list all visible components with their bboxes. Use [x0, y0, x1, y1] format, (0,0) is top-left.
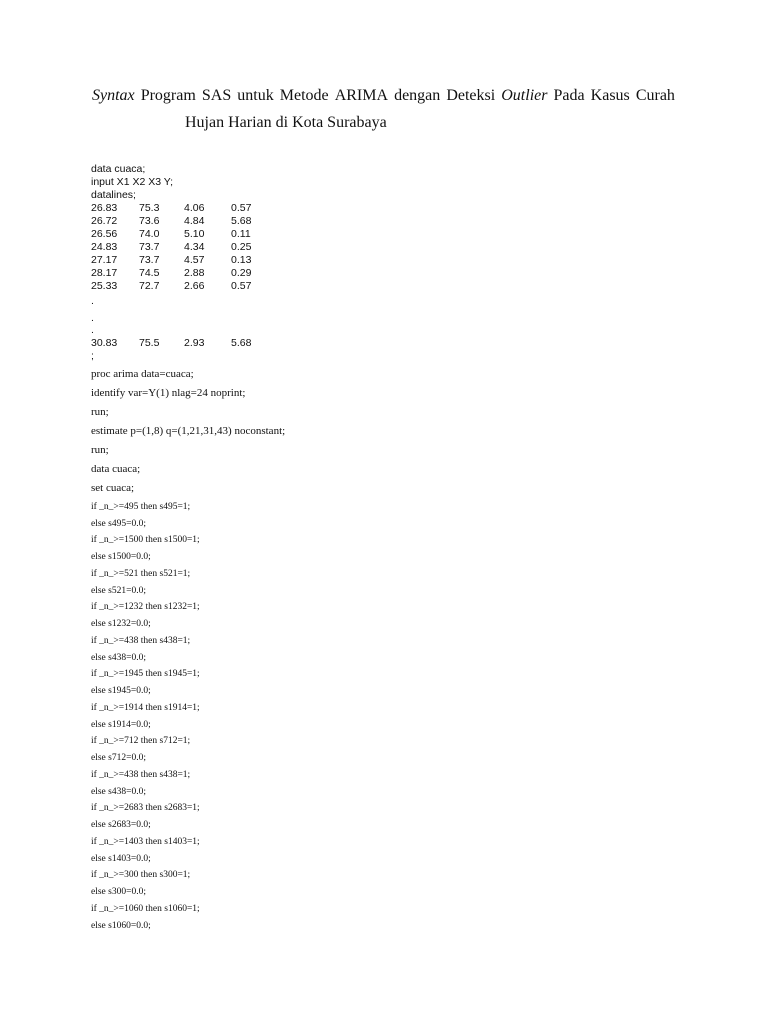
data-cell: 26.72 [91, 215, 118, 227]
data-cell: 72.7 [139, 280, 160, 292]
title-word: Curah [635, 87, 675, 104]
title-word: Pada [553, 87, 585, 104]
data-cell: 73.7 [139, 241, 160, 253]
data-cell: 28.17 [91, 267, 118, 279]
code-line: else s495=0.0; [91, 519, 146, 529]
code-line: if _n_>=438 then s438=1; [91, 636, 191, 646]
data-cell: 24.83 [91, 241, 118, 253]
data-cell: 4.84 [184, 215, 205, 227]
data-cell: 4.34 [184, 241, 205, 253]
code-line: else s300=0.0; [91, 887, 146, 897]
title-word: SAS [201, 87, 232, 104]
code-line: if _n_>=712 then s712=1; [91, 736, 191, 746]
data-cell: 74.5 [139, 267, 160, 279]
code-line: input X1 X2 X3 Y; [91, 176, 174, 188]
title-word: Program [140, 87, 196, 104]
title-word: Outlier [501, 87, 548, 104]
code-line: else s1945=0.0; [91, 686, 151, 696]
code-line: if _n_>=495 then s495=1; [91, 502, 191, 512]
code-line: if _n_>=1945 then s1945=1; [91, 669, 200, 679]
code-line: if _n_>=300 then s300=1; [91, 870, 191, 880]
ellipsis-dot: . [91, 324, 94, 336]
title-word: Kasus [590, 87, 630, 104]
data-cell: 75.3 [139, 202, 160, 214]
data-cell: 5.68 [231, 215, 252, 227]
code-line: else s1232=0.0; [91, 619, 151, 629]
data-cell: 5.68 [231, 337, 252, 349]
data-cell: 5.10 [184, 228, 205, 240]
code-line: if _n_>=1403 then s1403=1; [91, 837, 200, 847]
code-line: else s2683=0.0; [91, 820, 151, 830]
code-line: datalines; [91, 189, 136, 201]
data-cell: 2.66 [184, 280, 205, 292]
data-cell: 4.06 [184, 202, 205, 214]
code-line: proc arima data=cuaca; [91, 368, 194, 380]
data-cell: 74.0 [139, 228, 160, 240]
data-cell: 73.6 [139, 215, 160, 227]
ellipsis-dot: . [91, 312, 94, 324]
title-word: Syntax [92, 87, 135, 104]
title-word: dengan [394, 87, 441, 104]
data-cell: 2.88 [184, 267, 205, 279]
data-cell: 0.13 [231, 254, 252, 266]
code-line: run; [91, 406, 109, 418]
code-line: set cuaca; [91, 482, 135, 494]
data-cell: 75.5 [139, 337, 160, 349]
data-cell: 26.56 [91, 228, 118, 240]
code-line: if _n_>=1914 then s1914=1; [91, 703, 200, 713]
data-cell: 30.83 [91, 337, 118, 349]
code-line: run; [91, 444, 109, 456]
title-word: Metode [279, 87, 329, 104]
code-line: estimate p=(1,8) q=(1,21,31,43) noconstant; [91, 425, 286, 437]
data-cell: 0.25 [231, 241, 252, 253]
data-cell: 0.29 [231, 267, 252, 279]
title-word: ARIMA [334, 87, 389, 104]
code-line: else s438=0.0; [91, 787, 146, 797]
code-line: if _n_>=438 then s438=1; [91, 770, 191, 780]
data-cell: 73.7 [139, 254, 160, 266]
code-line: else s1060=0.0; [91, 921, 151, 931]
data-cell: 0.11 [231, 228, 251, 240]
code-line: identify var=Y(1) nlag=24 noprint; [91, 387, 246, 399]
code-line: if _n_>=521 then s521=1; [91, 569, 191, 579]
data-cell: 2.93 [184, 337, 205, 349]
code-line: if _n_>=2683 then s2683=1; [91, 803, 200, 813]
code-line: if _n_>=1500 then s1500=1; [91, 535, 200, 545]
code-line: data cuaca; [91, 463, 141, 475]
data-cell: 26.83 [91, 202, 118, 214]
datalines-end: ; [91, 350, 94, 362]
data-cell: 4.57 [184, 254, 205, 266]
title-word: Deteksi [446, 87, 496, 104]
document-title-line-1 [92, 87, 675, 105]
data-cell: 25.33 [91, 280, 118, 292]
code-line: if _n_>=1232 then s1232=1; [91, 602, 200, 612]
document-title-line-2: Hujan Harian di Kota Surabaya [185, 114, 387, 131]
code-line: data cuaca; [91, 163, 146, 175]
data-cell: 0.57 [231, 280, 252, 292]
data-cell: 27.17 [91, 254, 118, 266]
code-line: else s1500=0.0; [91, 552, 151, 562]
code-line: else s521=0.0; [91, 586, 146, 596]
code-line: else s1403=0.0; [91, 854, 151, 864]
ellipsis-dot: . [91, 295, 94, 307]
code-line: else s1914=0.0; [91, 720, 151, 730]
code-line: else s712=0.0; [91, 753, 146, 763]
data-cell: 0.57 [231, 202, 252, 214]
code-line: else s438=0.0; [91, 653, 146, 663]
title-word: untuk [237, 87, 274, 104]
code-line: if _n_>=1060 then s1060=1; [91, 904, 200, 914]
